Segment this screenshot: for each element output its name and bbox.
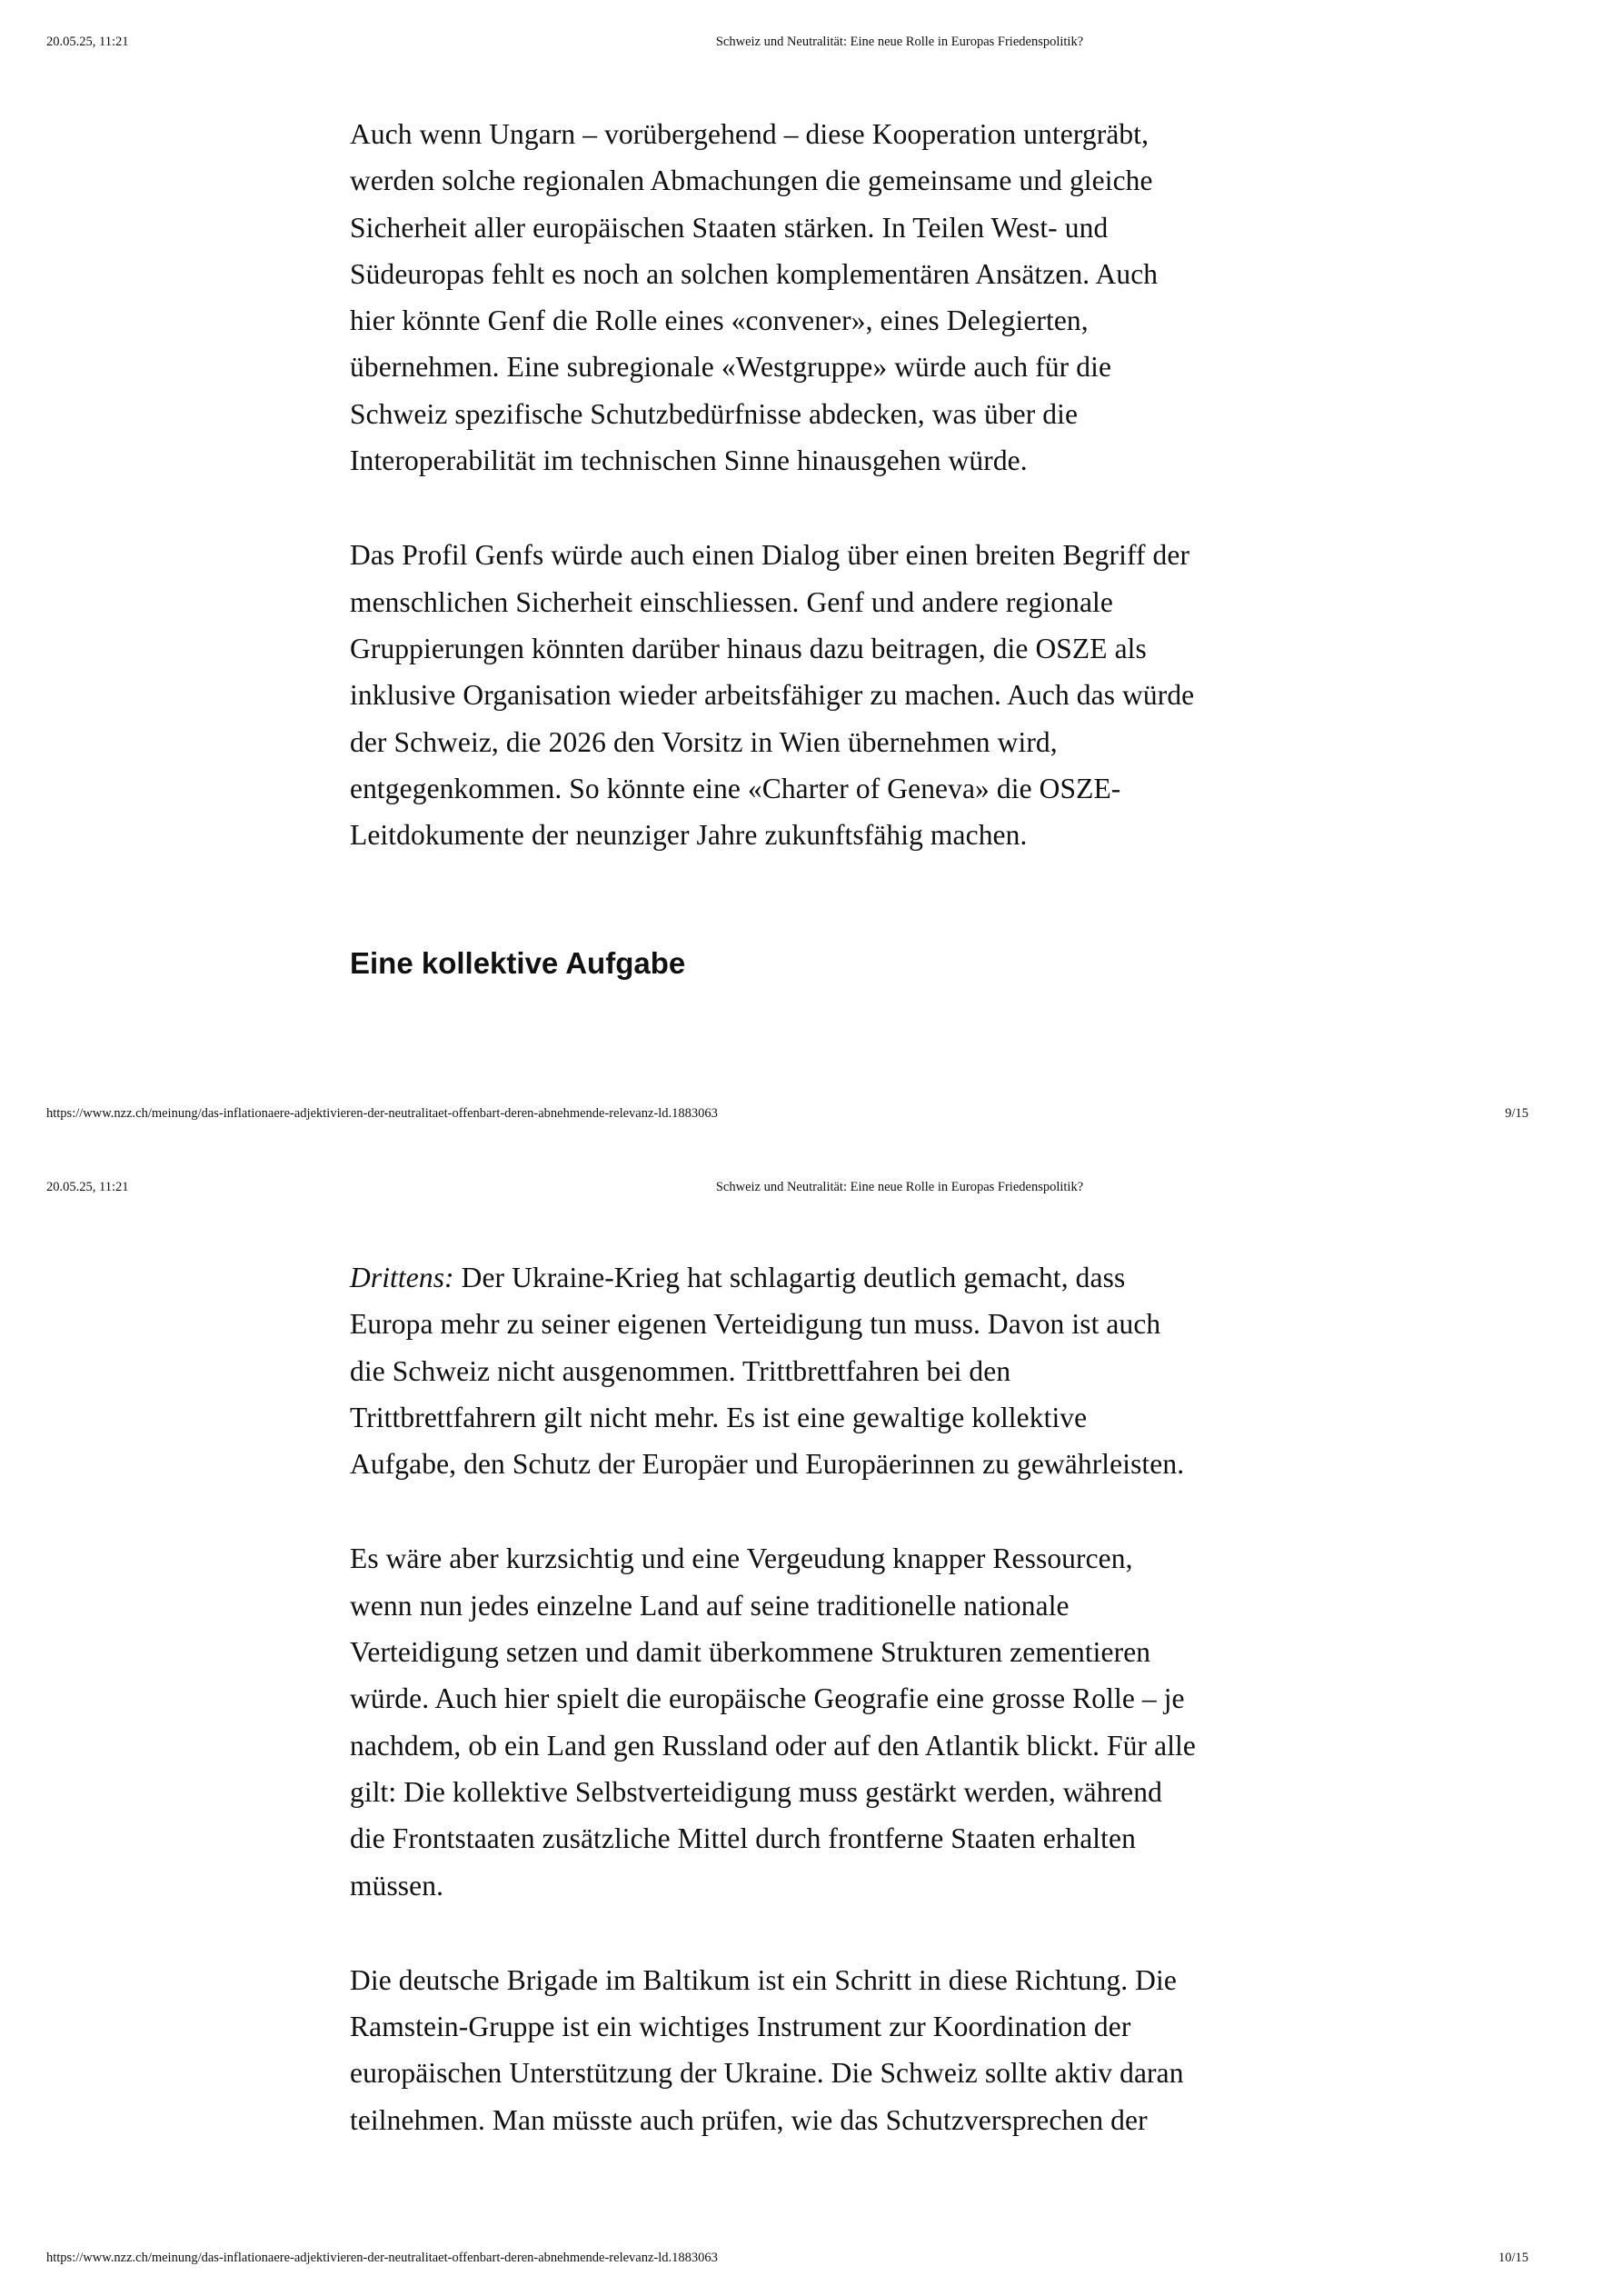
print-header-datetime: 20.05.25, 11:21 [46, 35, 129, 49]
print-footer-url: https://www.nzz.ch/meinung/das-inflationaere-adjektivieren-der-neutralitaet-offenbart-deren-abnehmende-relevanz-ld.1883063 [46, 2251, 718, 2265]
text-line: Trittbrettfahrern gilt nicht mehr. Es ist eine gewaltige kollektive [350, 1401, 1088, 1433]
text-line-rest: Der Ukraine-Krieg hat schlagartig deutlich gemacht, dass [453, 1262, 1126, 1293]
text-line: der Schweiz, die 2026 den Vorsitz in Wien übernehmen wird, [350, 725, 1058, 758]
text-line: Gruppierungen könnten darüber hinaus dazu beitragen, die OSZE als [350, 632, 1147, 664]
article-body [350, 111, 1313, 858]
text-line: Leitdokumente der neunziger Jahre zukunftsfähig machen. [350, 819, 1028, 852]
article-paragraph [350, 1254, 1313, 1487]
text-line: Interoperabilität im technischen Sinne hinausgehen würde. [350, 444, 1028, 477]
text-line: die Schweiz nicht ausgenommen. Trittbrettfahren bei den [350, 1354, 1011, 1387]
text-line: Sicherheit aller europäischen Staaten stärken. In Teilen West- und [350, 211, 1109, 244]
text-line: inklusive Organisation wieder arbeitsfähiger zu machen. Auch das würde [350, 679, 1195, 712]
print-header-datetime: 20.05.25, 11:21 [46, 1180, 129, 1194]
text-line: Südeuropas fehlt es noch an solchen komplementären Ansätzen. Auch [350, 257, 1159, 290]
text-line: würde. Auch hier spielt die europäische Geografie eine grosse Rolle – je [350, 1682, 1185, 1715]
paragraph-spacer [350, 1487, 1313, 1535]
text-line: hier könnte Genf die Rolle eines «convener», eines Delegierten, [350, 304, 1089, 337]
print-header-title: Schweiz und Neutralität: Eine neue Rolle in Europas Friedenspolitik? [715, 1180, 1084, 1194]
text-line: die Frontstaaten zusätzliche Mittel durch frontferne Staaten erhalten [350, 1822, 1136, 1855]
paragraph-spacer [350, 1909, 1313, 1957]
text-line: Europa mehr zu seiner eigenen Verteidigung tun muss. Davon ist auch [350, 1308, 1161, 1341]
text-line: Es wäre aber kurzsichtig und eine Vergeudung knapper Ressourcen, [350, 1542, 1133, 1575]
text-line: werden solche regionalen Abmachungen die gemeinsame und gleiche [350, 165, 1153, 197]
print-header-title-wrap [0, 1179, 1622, 1195]
article-paragraph [350, 111, 1313, 484]
article-body [350, 1254, 1313, 2143]
text-line: teilnehmen. Man müsste auch prüfen, wie das Schutzversprechen der [350, 2103, 1148, 2136]
text-line: Die deutsche Brigade im Baltikum ist ein Schritt in diese Richtung. Die [350, 1963, 1177, 1996]
text-line: entgegenkommen. So könnte eine «Charter of Geneva» die OSZE- [350, 772, 1121, 804]
section-heading: Eine kollektive Aufgabe [350, 946, 686, 980]
print-page-10 [0, 1148, 1622, 2296]
text-line: Auch wenn Ungarn – vorübergehend – diese Kooperation untergräbt, [350, 118, 1149, 150]
paragraph-spacer [350, 484, 1313, 532]
text-line: müssen. [350, 1869, 444, 1902]
article-paragraph [350, 532, 1313, 858]
print-footer-url: https://www.nzz.ch/meinung/das-inflationaere-adjektivieren-der-neutralitaet-offenbart-deren-abnehmende-relevanz-ld.1883063 [46, 1106, 718, 1121]
text-line: wenn nun jedes einzelne Land auf seine traditionelle nationale [350, 1589, 1070, 1622]
text-line: Aufgabe, den Schutz der Europäer und Europäerinnen zu gewährleisten. [350, 1448, 1185, 1481]
text-line: Schweiz spezifische Schutzbedürfnisse abdecken, was über die [350, 397, 1079, 430]
text-line: menschlichen Sicherheit einschliessen. Genf und andere regionale [350, 585, 1113, 618]
text-line: nachdem, ob ein Land gen Russland oder auf den Atlantik blickt. Für alle [350, 1729, 1196, 1762]
text-line: europäischen Unterstützung der Ukraine. Die Schweiz sollte aktiv daran [350, 2057, 1184, 2090]
print-footer-page-number: 10/15 [1498, 2251, 1528, 2265]
text-line: übernehmen. Eine subregionale «Westgruppe» würde auch für die [350, 351, 1112, 384]
article-paragraph [350, 1957, 1313, 2143]
text-line: Verteidigung setzen und damit überkommene Strukturen zementieren [350, 1636, 1151, 1669]
print-header-title: Schweiz und Neutralität: Eine neue Rolle in Europas Friedenspolitik? [715, 35, 1084, 49]
text-line: gilt: Die kollektive Selbstverteidigung muss gestärkt werden, während [350, 1775, 1162, 1808]
italic-lead: Drittens: [350, 1262, 454, 1293]
text-line [350, 1254, 1313, 1301]
print-footer-page-number: 9/15 [1505, 1106, 1528, 1121]
print-header-title-wrap [0, 34, 1622, 50]
text-line: Ramstein-Gruppe ist ein wichtiges Instrument zur Koordination der [350, 2011, 1131, 2043]
article-paragraph [350, 1535, 1313, 1908]
text-line: Das Profil Genfs würde auch einen Dialog über einen breiten Begriff der [350, 539, 1190, 572]
